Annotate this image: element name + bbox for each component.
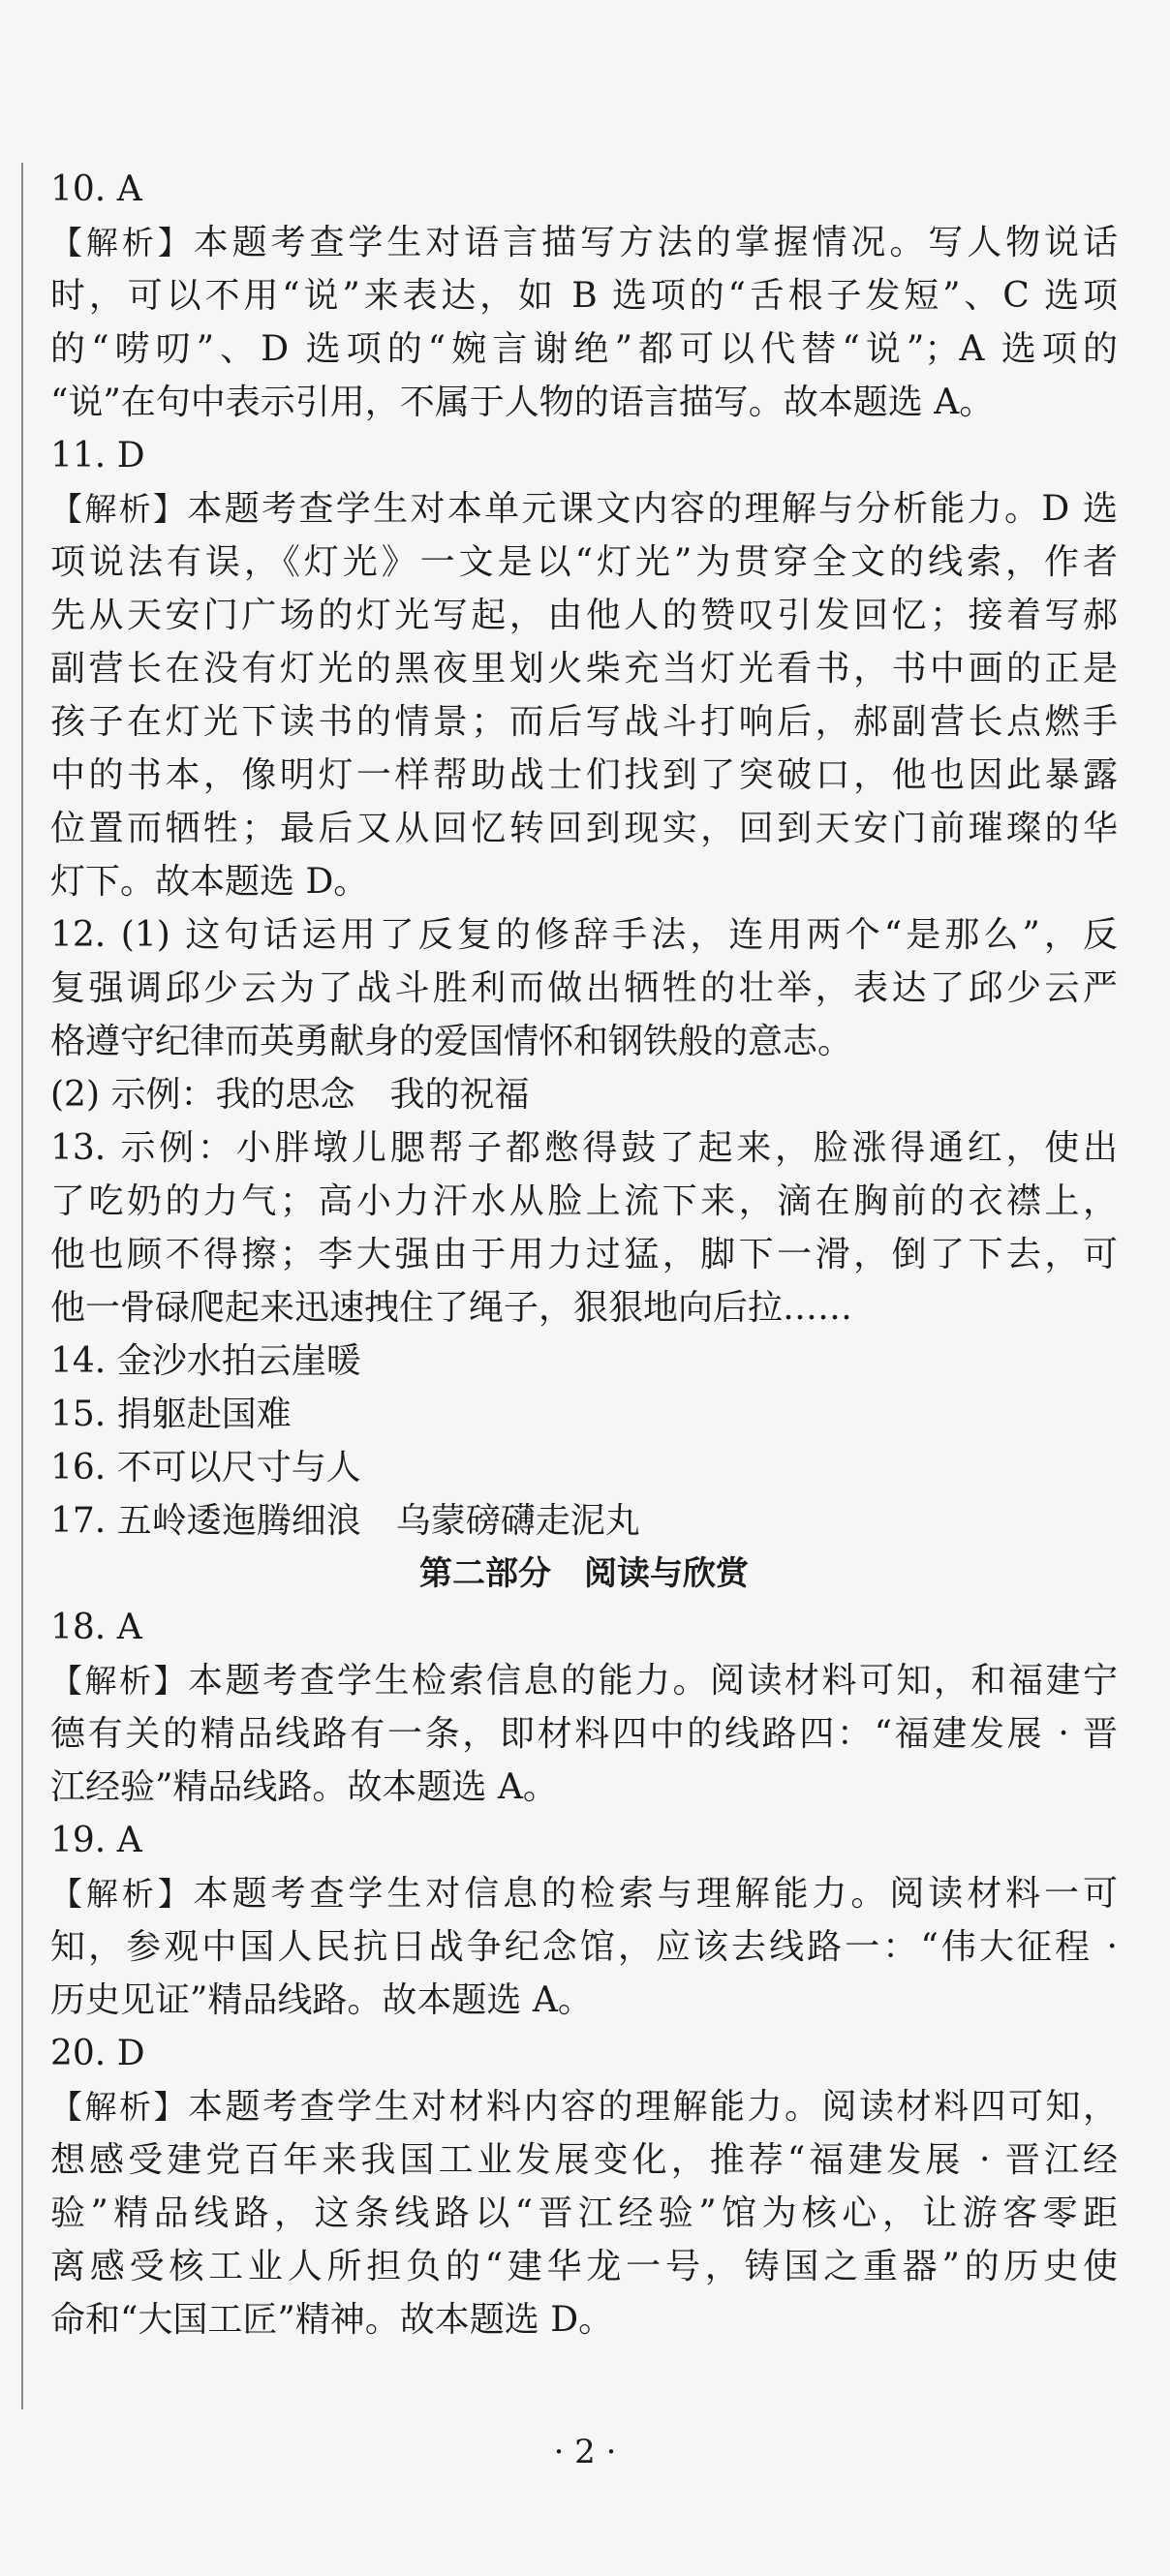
analysis-tag: 【解析】 [50,1662,188,1700]
answer-line: 14. 金沙水拍云崖暖 [50,1341,361,1381]
explanation-line [50,536,1118,589]
explanation-line [50,962,1118,1015]
page-number: · 2 · [553,2433,617,2471]
line-text: 先从天安门广场的灯光写起，由他人的赞叹引发回忆；接着写郝 [50,596,1118,635]
line-text: 本题考查学生检索信息的能力。阅读材料可知，和福建宁 [188,1661,1118,1701]
line-text: “说”在句中表示引用，不属于人物的语言描写。故本题选 A。 [50,383,995,422]
analysis-tag: 【解析】 [50,2088,188,2126]
line-text: 的“唠叨”、D 选项的“婉言谢绝”都可以代替“说”；A 选项的 [50,329,1118,369]
line-text: 验”精品线路，这条线路以“晋江经验”馆为核心，让游客零距 [50,2193,1118,2233]
line-text: 时，可以不用“说”来表达，如 B 选项的“舌根子发短”、C 选项 [50,276,1118,316]
analysis-tag: 【解析】 [50,1875,194,1913]
line-text: 格遵守纪律而英勇献身的爱国情怀和钢铁般的意志。 [50,1022,853,1061]
line-text: 他也顾不得擦；李大强由于用力过猛，脚下一滑，倒了下去，可 [50,1235,1118,1274]
explanation-line [50,589,1118,642]
explanation-line [50,1228,1118,1281]
section-heading: 第二部分 阅读与欣赏 [419,1554,749,1593]
explanation-line [50,1761,1118,1814]
answer-key-content [50,163,1118,2346]
answer-line: 10. A [50,169,142,209]
answer-line: 18. A [50,1608,142,1647]
answer-line: 15. 捐躯赴国难 [50,1395,292,1434]
line-text: 知，参观中国人民抗日战争纪念馆，应该去线路一：“伟大征程 · [50,1927,1118,1967]
line-text: 他一骨碌爬起来迅速拽住了绳子，狠狠地向后拉…… [50,1288,853,1328]
line-text: 命和“大国工匠”精神。故本题选 D。 [50,2300,614,2340]
line-text: 历史见证”精品线路。故本题选 A。 [50,1980,593,2020]
analysis-tag: 【解析】 [50,490,188,528]
line-text: 复强调邱少云为了战斗胜利而做出牺牲的壮举，表达了邱少云严 [50,968,1118,1008]
explanation-line [50,1654,1118,1707]
line-text: 江经验”精品线路。故本题选 A。 [50,1767,558,1807]
explanation-line [50,2293,1118,2346]
line-text: 灯下。故本题选 D。 [50,862,369,902]
explanation-line [50,1281,1118,1334]
explanation-line [50,695,1118,749]
line-text: 本题考查学生对信息的检索与理解能力。阅读材料一可 [193,1874,1118,1914]
line-text: 项说法有误，《灯光》一文是以“灯光”为贯穿全文的线索，作者 [50,542,1118,582]
answer-line: 20. D [50,2034,145,2073]
explanation-line [50,749,1118,802]
explanation-line [50,216,1118,269]
explanation-line [50,322,1118,376]
explanation-line [50,1867,1118,1920]
line-text: 本题考查学生对本单元课文内容的理解与分析能力。D 选 [187,489,1119,529]
analysis-tag: 【解析】 [50,224,194,261]
explanation-line [50,642,1118,695]
answer-line: (2) 示例：我的思念 我的祝福 [50,1075,530,1115]
answer-line: 19. A [50,1821,142,1860]
explanation-line [50,908,1118,962]
explanation-line [50,1121,1118,1175]
explanation-line [50,1920,1118,1974]
line-text: 位置而牺牲；最后又从回忆转回到现实，回到天安门前璀璨的华 [50,809,1118,848]
explanation-line [50,1015,1118,1068]
explanation-line [50,2133,1118,2187]
left-margin-rule [21,163,23,2409]
answer-line: 16. 不可以尺寸与人 [50,1448,361,1487]
line-text: 中的书本，像明灯一样帮助战士们找到了突破口，他也因此暴露 [50,755,1118,795]
line-text: 孩子在灯光下读书的情景；而后写战斗打响后，郝副营长点燃手 [50,702,1118,742]
explanation-line [50,269,1118,322]
explanation-line [50,802,1118,855]
line-text: 12. (1) 这句话运用了反复的修辞手法，连用两个“是那么”，反 [50,915,1118,955]
explanation-line [50,855,1118,908]
line-text: 德有关的精品线路有一条，即材料四中的线路四：“福建发展 · 晋 [50,1714,1118,1754]
line-text: 本题考查学生对语言描写方法的掌握情况。写人物说话 [193,223,1118,262]
line-text: 13. 示例：小胖墩儿腮帮子都憋得鼓了起来，脸涨得通红，使出 [50,1128,1118,1168]
explanation-line [50,482,1118,536]
line-text: 了吃奶的力气；高小力汗水从脸上流下来，滴在胸前的衣襟上， [50,1181,1118,1221]
answer-line: 17. 五岭逶迤腾细浪 乌蒙磅礴走泥丸 [50,1501,640,1541]
line-text: 想感受建党百年来我国工业发展变化，推荐“福建发展 · 晋江经 [50,2140,1118,2180]
explanation-line [50,376,1118,429]
explanation-line [50,2080,1118,2133]
line-text: 本题考查学生对材料内容的理解能力。阅读材料四可知， [188,2087,1118,2127]
line-text: 副营长在没有灯光的黑夜里划火柴充当灯光看书，书中画的正是 [50,649,1118,689]
explanation-line [50,1707,1118,1761]
explanation-line [50,1974,1118,2027]
line-text: 离感受核工业人所担负的“建华龙一号，铸国之重器”的历史使 [50,2247,1118,2286]
answer-line: 11. D [50,436,145,475]
explanation-line [50,1175,1118,1228]
explanation-line [50,2187,1118,2240]
explanation-line [50,2240,1118,2293]
